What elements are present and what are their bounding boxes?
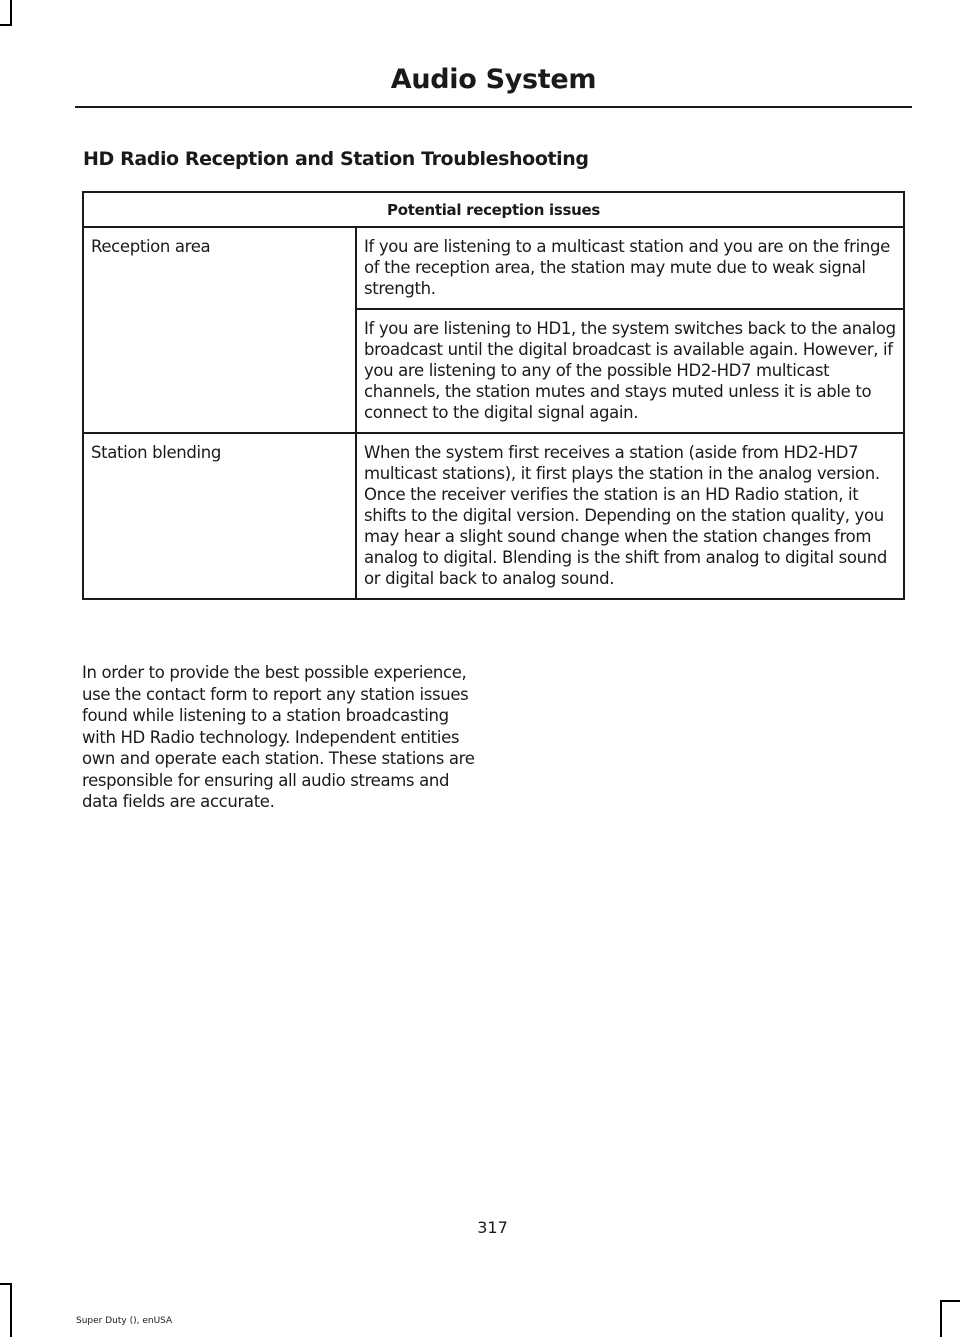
table-caption: Potential reception issues [83, 192, 904, 227]
table-row-label: Reception area [83, 227, 356, 433]
body-paragraph: In order to provide the best possible experience, use the contact form to report any station issues found while listening to a station broadcasting with HD Radio technology. Independent entities own and operate each station. These stations are responsible for ensuring all audio streams and data fields are accurate. [82, 663, 475, 811]
table-row [83, 433, 904, 599]
crop-mark-top-left-vertical [10, 0, 12, 24]
table-row [83, 227, 904, 309]
table-row-text: When the system first receives a station (aside from HD2-HD7 multicast stations), it first plays the station in the analog version. Once the receiver verifies the station is an HD Radio station, it shifts to the digital version. Depending on the station quality, you may hear a slight sound change when the station changes from analog to digital. Blending is the shift from analog to digital sound or digital back to analog sound. [356, 433, 904, 599]
header-divider [75, 106, 912, 108]
reception-issues-table [82, 191, 905, 600]
crop-mark-bottom-right-horizontal [940, 1300, 960, 1302]
table-row-text: If you are listening to HD1, the system switches back to the analog broadcast until the digital broadcast is available again. However, if you are listening to any of the possible HD2-HD7 multicast channels, the station mutes and stays muted unless it is able to connect to the digital signal again. [356, 309, 904, 433]
table-row-label: Station blending [83, 433, 356, 599]
table-header-row [83, 192, 904, 227]
crop-mark-top-left-horizontal [0, 24, 12, 26]
crop-mark-bottom-left-horizontal [0, 1283, 12, 1285]
footer-edition: Super Duty (), enUSA [76, 1316, 173, 1326]
table-row-text: If you are listening to a multicast station and you are on the fringe of the reception area, the station may mute due to weak signal strength. [356, 227, 904, 309]
page-number: 317 [477, 1218, 508, 1237]
chapter-title: Audio System [390, 64, 597, 95]
crop-mark-bottom-right-vertical [940, 1300, 942, 1337]
crop-mark-bottom-left-vertical [10, 1283, 12, 1337]
section-title: HD Radio Reception and Station Troubleshooting [83, 148, 589, 170]
